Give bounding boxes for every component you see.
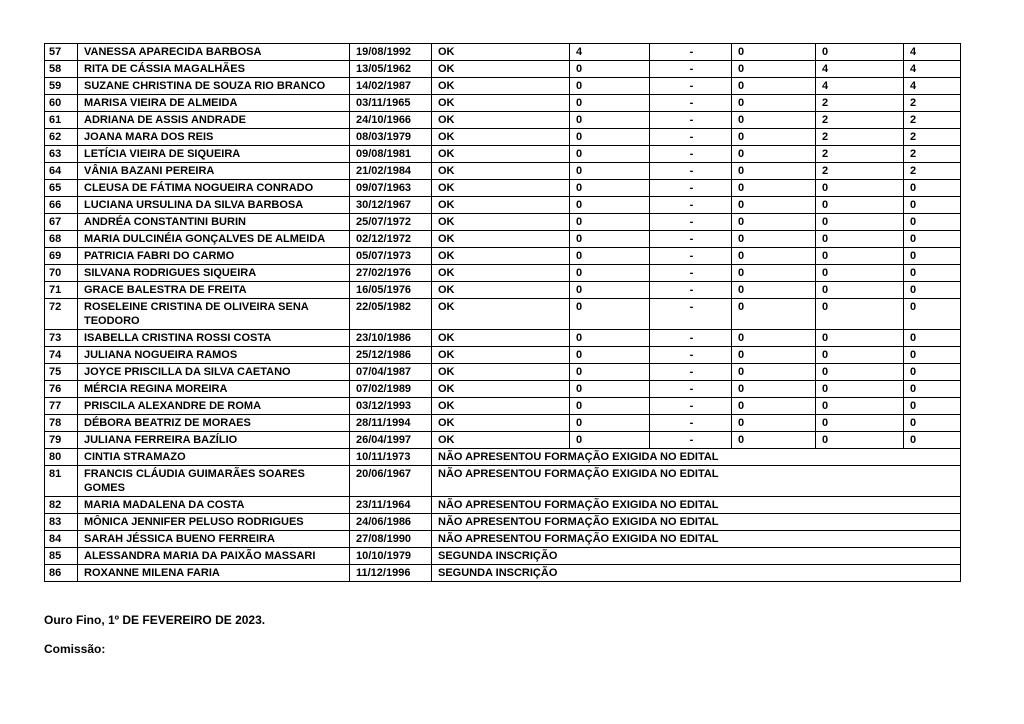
score-total: 0 <box>904 347 961 364</box>
score-3: 0 <box>732 415 816 432</box>
score-4: 0 <box>816 265 904 282</box>
birth-date: 14/02/1987 <box>350 78 432 95</box>
birth-date: 21/02/1984 <box>350 163 432 180</box>
candidate-name: ISABELLA CRISTINA ROSSI COSTA <box>78 330 350 347</box>
birth-date: 24/06/1986 <box>350 514 432 531</box>
status-cell: OK <box>432 163 570 180</box>
score-3: 0 <box>732 364 816 381</box>
status-cell: OK <box>432 180 570 197</box>
score-4: 0 <box>816 347 904 364</box>
score-total: 4 <box>904 44 961 61</box>
row-number: 84 <box>45 531 78 548</box>
score-4: 4 <box>816 78 904 95</box>
row-number: 64 <box>45 163 78 180</box>
score-total: 2 <box>904 112 961 129</box>
row-number: 61 <box>45 112 78 129</box>
score-total: 2 <box>904 95 961 112</box>
table-row <box>45 180 961 197</box>
candidate-name: LETÍCIA VIEIRA DE SIQUEIRA <box>78 146 350 163</box>
candidate-name: SILVANA RODRIGUES SIQUEIRA <box>78 265 350 282</box>
score-4: 0 <box>816 398 904 415</box>
score-1: 0 <box>570 95 650 112</box>
score-1: 0 <box>570 214 650 231</box>
score-total: 0 <box>904 180 961 197</box>
score-1: 0 <box>570 248 650 265</box>
score-1: 0 <box>570 364 650 381</box>
birth-date: 09/08/1981 <box>350 146 432 163</box>
status-cell: OK <box>432 299 570 330</box>
table-row <box>45 112 961 129</box>
table-row <box>45 497 961 514</box>
status-cell: OK <box>432 347 570 364</box>
score-4: 0 <box>816 415 904 432</box>
table-row <box>45 78 961 95</box>
candidate-name: ROXANNE MILENA FARIA <box>78 565 350 582</box>
status-cell: OK <box>432 432 570 449</box>
row-number: 62 <box>45 129 78 146</box>
score-2: - <box>650 432 732 449</box>
birth-date: 25/12/1986 <box>350 347 432 364</box>
status-note: SEGUNDA INSCRIÇÃO <box>432 548 961 565</box>
row-number: 83 <box>45 514 78 531</box>
table-row <box>45 95 961 112</box>
candidate-name: JOANA MARA DOS REIS <box>78 129 350 146</box>
table-row <box>45 415 961 432</box>
score-3: 0 <box>732 44 816 61</box>
birth-date: 27/08/1990 <box>350 531 432 548</box>
score-4: 2 <box>816 95 904 112</box>
row-number: 58 <box>45 61 78 78</box>
candidate-name: ANDRÉA CONSTANTINI BURIN <box>78 214 350 231</box>
score-4: 0 <box>816 248 904 265</box>
score-3: 0 <box>732 95 816 112</box>
score-3: 0 <box>732 299 816 330</box>
table-row <box>45 347 961 364</box>
score-total: 0 <box>904 265 961 282</box>
score-3: 0 <box>732 432 816 449</box>
score-3: 0 <box>732 163 816 180</box>
score-2: - <box>650 44 732 61</box>
row-number: 79 <box>45 432 78 449</box>
birth-date: 30/12/1967 <box>350 197 432 214</box>
birth-date: 09/07/1963 <box>350 180 432 197</box>
row-number: 67 <box>45 214 78 231</box>
score-3: 0 <box>732 398 816 415</box>
table-row <box>45 265 961 282</box>
score-4: 0 <box>816 197 904 214</box>
birth-date: 03/12/1993 <box>350 398 432 415</box>
score-total: 0 <box>904 231 961 248</box>
row-number: 76 <box>45 381 78 398</box>
candidate-name: PRISCILA ALEXANDRE DE ROMA <box>78 398 350 415</box>
score-3: 0 <box>732 330 816 347</box>
row-number: 75 <box>45 364 78 381</box>
candidate-name: PATRICIA FABRI DO CARMO <box>78 248 350 265</box>
row-number: 57 <box>45 44 78 61</box>
candidate-name: SUZANE CHRISTINA DE SOUZA RIO BRANCO <box>78 78 350 95</box>
candidate-name: JOYCE PRISCILLA DA SILVA CAETANO <box>78 364 350 381</box>
score-1: 0 <box>570 197 650 214</box>
score-1: 0 <box>570 146 650 163</box>
score-3: 0 <box>732 78 816 95</box>
status-cell: OK <box>432 231 570 248</box>
table-row <box>45 466 961 497</box>
score-2: - <box>650 214 732 231</box>
score-total: 0 <box>904 398 961 415</box>
table-row <box>45 531 961 548</box>
score-4: 0 <box>816 330 904 347</box>
row-number: 78 <box>45 415 78 432</box>
status-cell: OK <box>432 381 570 398</box>
status-cell: OK <box>432 214 570 231</box>
status-note: NÃO APRESENTOU FORMAÇÃO EXIGIDA NO EDITAL <box>432 514 961 531</box>
score-4: 0 <box>816 432 904 449</box>
status-cell: OK <box>432 282 570 299</box>
table-row <box>45 398 961 415</box>
table-row <box>45 330 961 347</box>
birth-date: 26/04/1997 <box>350 432 432 449</box>
score-total: 2 <box>904 163 961 180</box>
candidate-name: MARIA MADALENA DA COSTA <box>78 497 350 514</box>
score-1: 0 <box>570 180 650 197</box>
row-number: 85 <box>45 548 78 565</box>
score-2: - <box>650 282 732 299</box>
candidate-name: JULIANA FERREIRA BAZÍLIO <box>78 432 350 449</box>
candidate-name: ROSELEINE CRISTINA DE OLIVEIRA SENA TEODORO <box>78 299 350 330</box>
table-row <box>45 163 961 180</box>
row-number: 77 <box>45 398 78 415</box>
candidate-name: MÔNICA JENNIFER PELUSO RODRIGUES <box>78 514 350 531</box>
status-cell: OK <box>432 112 570 129</box>
birth-date: 20/06/1967 <box>350 466 432 497</box>
birth-date: 10/11/1973 <box>350 449 432 466</box>
score-3: 0 <box>732 265 816 282</box>
score-1: 0 <box>570 78 650 95</box>
status-cell: OK <box>432 146 570 163</box>
row-number: 60 <box>45 95 78 112</box>
status-note: SEGUNDA INSCRIÇÃO <box>432 565 961 582</box>
status-cell: OK <box>432 95 570 112</box>
score-2: - <box>650 381 732 398</box>
row-number: 65 <box>45 180 78 197</box>
score-1: 0 <box>570 347 650 364</box>
score-2: - <box>650 330 732 347</box>
table-row <box>45 214 961 231</box>
score-2: - <box>650 231 732 248</box>
place-date: Ouro Fino, 1º DE FEVEREIRO DE 2023. <box>44 613 266 627</box>
score-2: - <box>650 78 732 95</box>
score-4: 2 <box>816 146 904 163</box>
candidate-name: LUCIANA URSULINA DA SILVA BARBOSA <box>78 197 350 214</box>
status-cell: OK <box>432 330 570 347</box>
table-row <box>45 231 961 248</box>
status-cell: OK <box>432 78 570 95</box>
score-2: - <box>650 61 732 78</box>
score-1: 0 <box>570 231 650 248</box>
score-1: 0 <box>570 265 650 282</box>
score-4: 2 <box>816 112 904 129</box>
score-1: 4 <box>570 44 650 61</box>
table-row <box>45 248 961 265</box>
table-row <box>45 364 961 381</box>
commission-label: Comissão: <box>44 642 106 656</box>
score-3: 0 <box>732 282 816 299</box>
table-row <box>45 514 961 531</box>
score-2: - <box>650 347 732 364</box>
birth-date: 05/07/1973 <box>350 248 432 265</box>
score-2: - <box>650 112 732 129</box>
table-row <box>45 197 961 214</box>
birth-date: 16/05/1976 <box>350 282 432 299</box>
table-row <box>45 548 961 565</box>
table-row <box>45 282 961 299</box>
score-total: 0 <box>904 415 961 432</box>
status-note: NÃO APRESENTOU FORMAÇÃO EXIGIDA NO EDITAL <box>432 497 961 514</box>
birth-date: 25/07/1972 <box>350 214 432 231</box>
row-number: 74 <box>45 347 78 364</box>
score-total: 0 <box>904 214 961 231</box>
birth-date: 19/08/1992 <box>350 44 432 61</box>
row-number: 81 <box>45 466 78 497</box>
birth-date: 07/02/1989 <box>350 381 432 398</box>
table-row <box>45 44 961 61</box>
status-cell: OK <box>432 364 570 381</box>
candidate-name: SARAH JÉSSICA BUENO FERREIRA <box>78 531 350 548</box>
score-2: - <box>650 197 732 214</box>
row-number: 72 <box>45 299 78 330</box>
score-total: 0 <box>904 381 961 398</box>
score-3: 0 <box>732 347 816 364</box>
score-1: 0 <box>570 381 650 398</box>
birth-date: 24/10/1966 <box>350 112 432 129</box>
row-number: 68 <box>45 231 78 248</box>
table-row <box>45 61 961 78</box>
row-number: 63 <box>45 146 78 163</box>
birth-date: 28/11/1994 <box>350 415 432 432</box>
score-3: 0 <box>732 381 816 398</box>
score-1: 0 <box>570 432 650 449</box>
table-row <box>45 129 961 146</box>
candidate-name: DÉBORA BEATRIZ DE MORAES <box>78 415 350 432</box>
row-number: 82 <box>45 497 78 514</box>
candidate-name: MARIA DULCINÉIA GONÇALVES DE ALMEIDA <box>78 231 350 248</box>
score-1: 0 <box>570 61 650 78</box>
table-row <box>45 449 961 466</box>
score-1: 0 <box>570 299 650 330</box>
score-total: 4 <box>904 61 961 78</box>
score-total: 2 <box>904 129 961 146</box>
score-4: 0 <box>816 364 904 381</box>
score-4: 0 <box>816 282 904 299</box>
score-3: 0 <box>732 146 816 163</box>
score-total: 2 <box>904 146 961 163</box>
birth-date: 07/04/1987 <box>350 364 432 381</box>
status-cell: OK <box>432 415 570 432</box>
score-total: 0 <box>904 197 961 214</box>
birth-date: 10/10/1979 <box>350 548 432 565</box>
candidate-name: RITA DE CÁSSIA MAGALHÃES <box>78 61 350 78</box>
score-1: 0 <box>570 112 650 129</box>
score-1: 0 <box>570 282 650 299</box>
row-number: 71 <box>45 282 78 299</box>
status-cell: OK <box>432 265 570 282</box>
candidate-name: VÂNIA BAZANI PEREIRA <box>78 163 350 180</box>
score-2: - <box>650 248 732 265</box>
candidate-name: JULIANA NOGUEIRA RAMOS <box>78 347 350 364</box>
table-row <box>45 432 961 449</box>
candidate-name: ALESSANDRA MARIA DA PAIXÃO MASSARI <box>78 548 350 565</box>
score-total: 0 <box>904 299 961 330</box>
score-3: 0 <box>732 231 816 248</box>
row-number: 59 <box>45 78 78 95</box>
score-total: 0 <box>904 364 961 381</box>
candidate-name: ADRIANA DE ASSIS ANDRADE <box>78 112 350 129</box>
score-4: 0 <box>816 299 904 330</box>
score-2: - <box>650 180 732 197</box>
status-note: NÃO APRESENTOU FORMAÇÃO EXIGIDA NO EDITAL <box>432 449 961 466</box>
score-1: 0 <box>570 129 650 146</box>
birth-date: 22/05/1982 <box>350 299 432 330</box>
status-cell: OK <box>432 398 570 415</box>
score-4: 4 <box>816 61 904 78</box>
candidate-name: MÉRCIA REGINA MOREIRA <box>78 381 350 398</box>
score-3: 0 <box>732 248 816 265</box>
row-number: 86 <box>45 565 78 582</box>
row-number: 69 <box>45 248 78 265</box>
row-number: 66 <box>45 197 78 214</box>
candidate-name: FRANCIS CLÁUDIA GUIMARÃES SOARES GOMES <box>78 466 350 497</box>
candidate-name: MARISA VIEIRA DE ALMEIDA <box>78 95 350 112</box>
score-1: 0 <box>570 415 650 432</box>
score-4: 0 <box>816 214 904 231</box>
status-cell: OK <box>432 197 570 214</box>
score-total: 4 <box>904 78 961 95</box>
score-2: - <box>650 415 732 432</box>
score-2: - <box>650 163 732 180</box>
birth-date: 23/10/1986 <box>350 330 432 347</box>
score-3: 0 <box>732 112 816 129</box>
birth-date: 23/11/1964 <box>350 497 432 514</box>
table-row <box>45 381 961 398</box>
score-4: 0 <box>816 44 904 61</box>
score-4: 2 <box>816 129 904 146</box>
candidate-name: VANESSA APARECIDA BARBOSA <box>78 44 350 61</box>
score-1: 0 <box>570 398 650 415</box>
score-4: 2 <box>816 163 904 180</box>
score-2: - <box>650 364 732 381</box>
score-1: 0 <box>570 163 650 180</box>
score-2: - <box>650 95 732 112</box>
birth-date: 03/11/1965 <box>350 95 432 112</box>
row-number: 73 <box>45 330 78 347</box>
score-2: - <box>650 398 732 415</box>
score-total: 0 <box>904 248 961 265</box>
table-row <box>45 299 961 330</box>
table-row <box>45 565 961 582</box>
score-2: - <box>650 265 732 282</box>
row-number: 80 <box>45 449 78 466</box>
score-2: - <box>650 129 732 146</box>
status-cell: OK <box>432 129 570 146</box>
score-3: 0 <box>732 197 816 214</box>
results-table-body <box>45 44 961 582</box>
row-number: 70 <box>45 265 78 282</box>
birth-date: 02/12/1972 <box>350 231 432 248</box>
score-2: - <box>650 146 732 163</box>
score-3: 0 <box>732 180 816 197</box>
score-4: 0 <box>816 180 904 197</box>
table-row <box>45 146 961 163</box>
score-2: - <box>650 299 732 330</box>
status-note: NÃO APRESENTOU FORMAÇÃO EXIGIDA NO EDITAL <box>432 531 961 548</box>
results-table <box>44 43 961 582</box>
birth-date: 08/03/1979 <box>350 129 432 146</box>
score-3: 0 <box>732 129 816 146</box>
birth-date: 27/02/1976 <box>350 265 432 282</box>
status-cell: OK <box>432 61 570 78</box>
candidate-name: GRACE BALESTRA DE FREITA <box>78 282 350 299</box>
birth-date: 13/05/1962 <box>350 61 432 78</box>
candidate-name: CLEUSA DE FÁTIMA NOGUEIRA CONRADO <box>78 180 350 197</box>
score-3: 0 <box>732 61 816 78</box>
score-3: 0 <box>732 214 816 231</box>
status-cell: OK <box>432 248 570 265</box>
birth-date: 11/12/1996 <box>350 565 432 582</box>
status-cell: OK <box>432 44 570 61</box>
score-total: 0 <box>904 330 961 347</box>
score-1: 0 <box>570 330 650 347</box>
score-4: 0 <box>816 231 904 248</box>
status-note: NÃO APRESENTOU FORMAÇÃO EXIGIDA NO EDITAL <box>432 466 961 497</box>
score-total: 0 <box>904 282 961 299</box>
score-4: 0 <box>816 381 904 398</box>
candidate-name: CINTIA STRAMAZO <box>78 449 350 466</box>
score-total: 0 <box>904 432 961 449</box>
